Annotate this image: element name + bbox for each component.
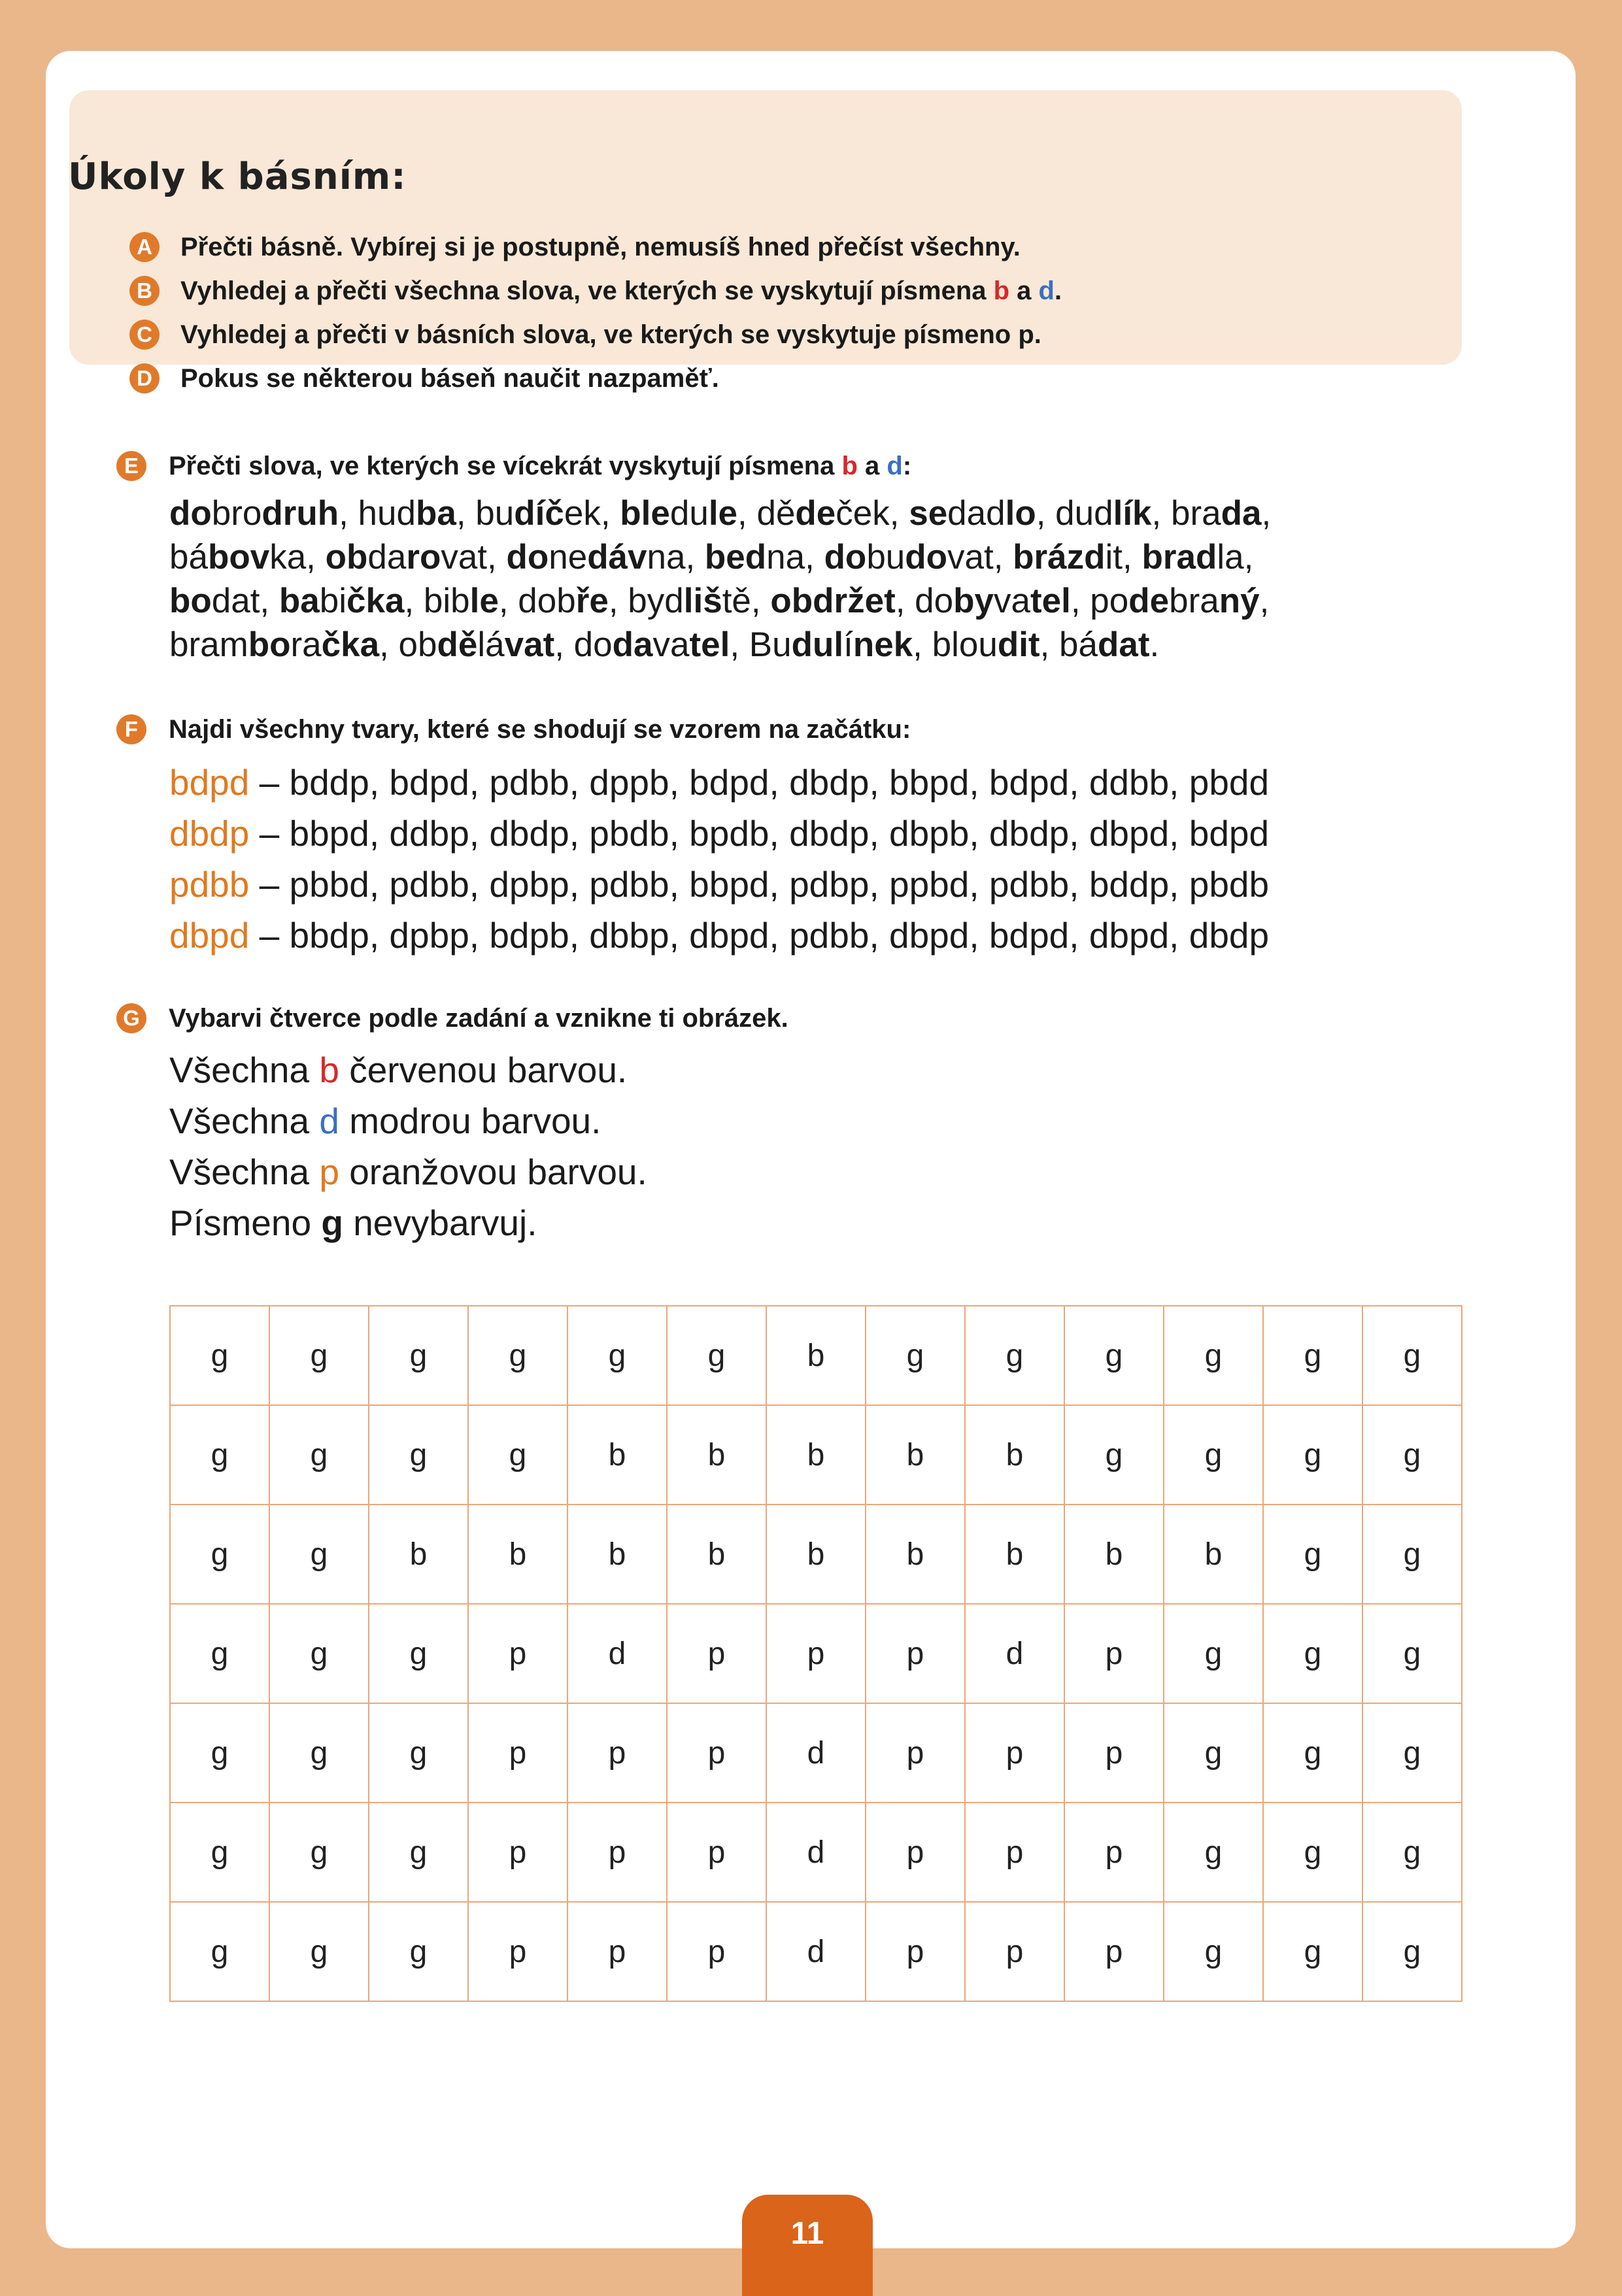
grid-cell[interactable]: g: [1362, 1703, 1462, 1803]
grid-cell[interactable]: p: [567, 1703, 667, 1803]
pattern-row: dbdp – bbpd, ddbp, dbdp, pbdb, bpdb, dbdp, dbpb, dbdp, dbpd, bdpd: [169, 813, 1270, 854]
grid-cell[interactable]: p: [468, 1604, 567, 1703]
grid-cell[interactable]: p: [1064, 1604, 1164, 1703]
badge-a-icon: A: [129, 232, 160, 262]
grid-cell[interactable]: g: [1362, 1604, 1462, 1703]
grid-cell[interactable]: g: [369, 1703, 468, 1803]
grid-cell[interactable]: b: [369, 1505, 468, 1604]
grid-cell[interactable]: g: [1164, 1405, 1263, 1505]
grid-cell[interactable]: p: [468, 1902, 567, 2001]
grid-cell[interactable]: g: [468, 1306, 567, 1405]
grid-cell[interactable]: g: [170, 1405, 269, 1505]
pattern-row: dbpd – bbdp, dpbp, bdpb, dbbp, dbpd, pdbb, dbpd, bdpd, dbpd, dbdp: [169, 915, 1270, 956]
grid-cell[interactable]: b: [866, 1505, 965, 1604]
grid-cell[interactable]: p: [667, 1604, 766, 1703]
grid-cell[interactable]: g: [269, 1306, 369, 1405]
grid-cell[interactable]: g: [1164, 1703, 1263, 1803]
grid-cell[interactable]: g: [567, 1306, 667, 1405]
exercise-e-heading: E Přečti slova, ve kterých se vícekrát vyskytují písmena b a d:: [116, 451, 911, 481]
grid-cell[interactable]: p: [567, 1803, 667, 1902]
grid-cell[interactable]: g: [170, 1306, 269, 1405]
grid-cell[interactable]: b: [567, 1505, 667, 1604]
exercise-e-words: [169, 491, 1411, 667]
pattern-row: bdpd – bddp, bdpd, pdbb, dppb, bdpd, dbdp, bbpd, bdpd, ddbb, pbdd: [169, 762, 1270, 803]
grid-cell[interactable]: g: [667, 1306, 766, 1405]
exercise-g-heading: G Vybarvi čtverce podle zadání a vznikne ti obrázek.: [116, 1003, 788, 1033]
grid-cell[interactable]: g: [1164, 1803, 1263, 1902]
grid-cell[interactable]: g: [1164, 1902, 1263, 2001]
badge-e-icon: E: [116, 451, 146, 481]
pattern-row: pdbb – pbbd, pdbb, dpbp, pdbb, bbpd, pdbp, ppbd, pdbb, bddp, pbdb: [169, 864, 1270, 905]
grid-cell[interactable]: p: [866, 1703, 965, 1803]
grid-cell[interactable]: d: [766, 1902, 866, 2001]
grid-cell[interactable]: b: [766, 1306, 866, 1405]
grid-cell[interactable]: g: [1263, 1604, 1362, 1703]
grid-cell[interactable]: b: [1164, 1505, 1263, 1604]
grid-cell[interactable]: p: [965, 1902, 1064, 2001]
grid-cell[interactable]: b: [766, 1505, 866, 1604]
task-b: [129, 271, 1062, 310]
grid-cell[interactable]: p: [567, 1902, 667, 2001]
grid-cell[interactable]: g: [170, 1703, 269, 1803]
grid-cell[interactable]: g: [369, 1902, 468, 2001]
grid-cell[interactable]: p: [866, 1604, 965, 1703]
badge-c-icon: C: [129, 320, 160, 350]
grid-cell[interactable]: b: [965, 1405, 1064, 1505]
grid-cell[interactable]: d: [766, 1803, 866, 1902]
grid-cell[interactable]: p: [1064, 1902, 1164, 2001]
task-d: [129, 359, 719, 398]
color-instruction: Všechna d modrou barvou.: [169, 1101, 601, 1141]
grid-cell[interactable]: g: [1362, 1405, 1462, 1505]
task-d-text: Pokus se některou báseň naučit nazpaměť.: [180, 363, 719, 393]
grid-cell[interactable]: g: [269, 1703, 369, 1803]
grid-cell[interactable]: p: [667, 1902, 766, 2001]
exercise-f-heading: F Najdi všechny tvary, které se shodují se vzorem na začátku:: [116, 714, 911, 744]
grid-cell[interactable]: g: [1164, 1604, 1263, 1703]
grid-cell[interactable]: g: [170, 1902, 269, 2001]
grid-cell[interactable]: p: [965, 1703, 1064, 1803]
page-number: 11: [742, 2195, 873, 2296]
grid-cell[interactable]: b: [866, 1405, 965, 1505]
grid-cell[interactable]: g: [1362, 1306, 1462, 1405]
color-instruction: Písmeno g nevybarvuj.: [169, 1203, 537, 1243]
grid-cell[interactable]: g: [269, 1604, 369, 1703]
grid-cell[interactable]: p: [1064, 1803, 1164, 1902]
grid-cell[interactable]: g: [1362, 1902, 1462, 2001]
badge-g-icon: G: [116, 1003, 146, 1033]
task-a: [129, 227, 1021, 267]
grid-cell[interactable]: g: [965, 1306, 1064, 1405]
tasks-title: Úkoly k básním:: [68, 156, 407, 198]
grid-cell[interactable]: g: [269, 1803, 369, 1902]
grid-cell[interactable]: b: [468, 1505, 567, 1604]
grid-cell[interactable]: g: [1263, 1902, 1362, 2001]
letter-b: b: [993, 276, 1010, 305]
grid-cell[interactable]: b: [567, 1405, 667, 1505]
badge-f-icon: F: [116, 714, 146, 744]
word-line: bodat, babička, bible, dobře, bydliště, obdržet, dobyvatel, podebraný,: [169, 582, 1270, 620]
badge-b-icon: B: [129, 276, 160, 306]
grid-cell[interactable]: p: [965, 1803, 1064, 1902]
grid-cell[interactable]: p: [468, 1703, 567, 1803]
grid-cell[interactable]: d: [567, 1604, 667, 1703]
grid-cell[interactable]: p: [866, 1803, 965, 1902]
grid-cell[interactable]: g: [170, 1803, 269, 1902]
grid-cell[interactable]: d: [766, 1703, 866, 1803]
grid-cell[interactable]: g: [269, 1902, 369, 2001]
grid-cell[interactable]: b: [965, 1505, 1064, 1604]
task-a-text: Přečti básně. Vybírej si je postupně, nemusíš hned přečíst všechny.: [180, 232, 1021, 261]
grid-cell[interactable]: p: [1064, 1703, 1164, 1803]
grid-cell[interactable]: g: [170, 1604, 269, 1703]
grid-cell[interactable]: g: [1064, 1405, 1164, 1505]
grid-cell[interactable]: p: [468, 1803, 567, 1902]
word-line: bramboračka, obdělávat, dodavatel, Budulínek, bloudit, bádat.: [169, 625, 1160, 664]
grid-cell[interactable]: g: [369, 1405, 468, 1505]
task-c: [129, 315, 1041, 354]
color-instruction: Všechna b červenou barvou.: [169, 1050, 628, 1090]
grid-cell[interactable]: g: [170, 1505, 269, 1604]
word-line: dobrodruh, hudba, budíček, bledule, dědeček, sedadlo, dudlík, brada,: [169, 494, 1272, 533]
grid-cell[interactable]: g: [1362, 1505, 1462, 1604]
grid-cell[interactable]: p: [667, 1703, 766, 1803]
word-line: bábovka, obdarovat, donedávna, bedna, dobudovat, brázdit, bradla,: [169, 538, 1254, 576]
grid-cell[interactable]: g: [1263, 1306, 1362, 1405]
grid-cell[interactable]: g: [866, 1306, 965, 1405]
grid-cell[interactable]: g: [1263, 1703, 1362, 1803]
grid-cell[interactable]: g: [468, 1405, 567, 1505]
grid-cell[interactable]: g: [1263, 1505, 1362, 1604]
grid-cell[interactable]: b: [667, 1405, 766, 1505]
task-b-text: Vyhledej a přečti všechna slova, ve kterých se vyskytují písmena b a d.: [180, 276, 1062, 305]
grid-cell[interactable]: d: [965, 1604, 1064, 1703]
grid-cell[interactable]: g: [1064, 1306, 1164, 1405]
letter-d: d: [1038, 276, 1055, 305]
grid-cell[interactable]: g: [369, 1306, 468, 1405]
grid-cell[interactable]: p: [866, 1902, 965, 2001]
grid-cell[interactable]: g: [269, 1505, 369, 1604]
grid-cell[interactable]: g: [269, 1405, 369, 1505]
grid-cell[interactable]: g: [1263, 1803, 1362, 1902]
grid-cell[interactable]: g: [1362, 1803, 1462, 1902]
grid-cell[interactable]: b: [766, 1405, 866, 1505]
grid-cell[interactable]: g: [1164, 1306, 1263, 1405]
grid-cell[interactable]: g: [369, 1803, 468, 1902]
grid-cell[interactable]: g: [369, 1604, 468, 1703]
grid-cell[interactable]: p: [667, 1803, 766, 1902]
grid-cell[interactable]: p: [766, 1604, 866, 1703]
color-instruction: Všechna p oranžovou barvou.: [169, 1152, 647, 1192]
grid-cell[interactable]: b: [1064, 1505, 1164, 1604]
grid-cell[interactable]: g: [1263, 1405, 1362, 1505]
grid-cell[interactable]: b: [667, 1505, 766, 1604]
badge-d-icon: D: [129, 363, 160, 393]
task-c-text: Vyhledej a přečti v básních slova, ve kterých se vyskytuje písmeno p.: [180, 320, 1041, 349]
coloring-grid[interactable]: [169, 1305, 1462, 2002]
